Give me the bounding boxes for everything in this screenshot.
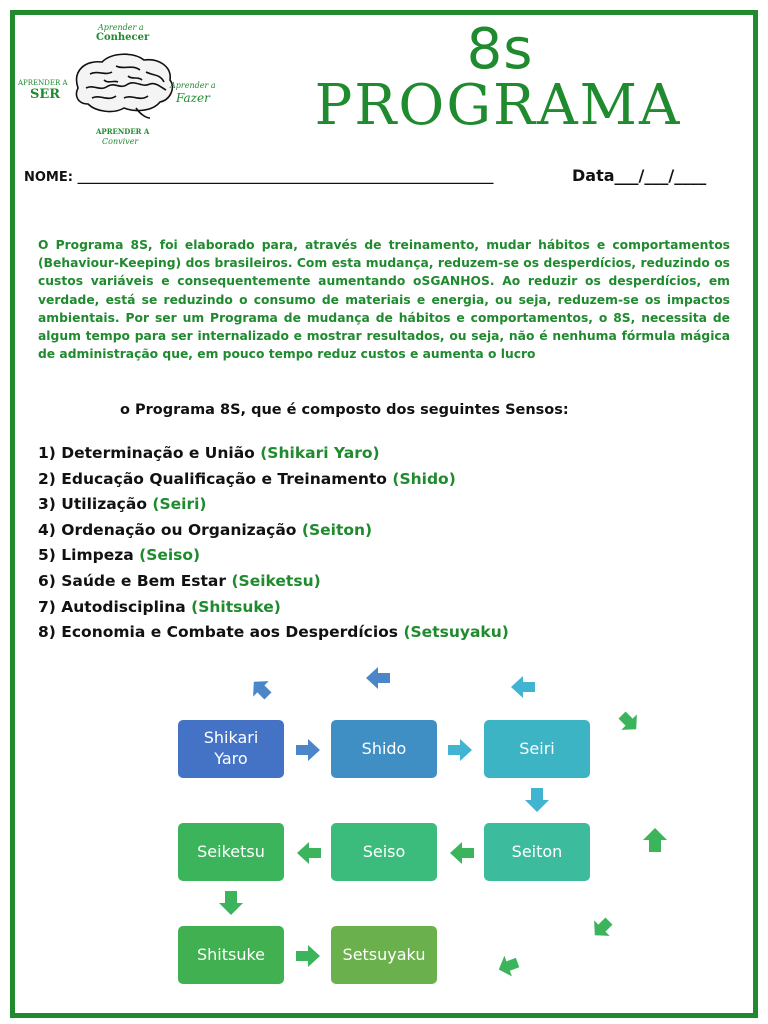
cycle-arrow-icon <box>498 952 524 978</box>
logo-bottom-small: APRENDER A <box>96 127 150 136</box>
senso-japanese: (Seiton) <box>301 520 373 539</box>
logo-left-big: SER <box>30 87 61 102</box>
intro-paragraph: O Programa 8S, foi elaborado para, através de treinamento, mudar hábitos e comportamentos (Behaviour-Keeping) dos brasileiros. Com esta mudança, reduzem-se os desperdícios, reduzindo os custos variáveis e consequentemente aumentando oSGANHOS. Ao reduzir os desperdícios, em verdade, está se reduzindo o consumo de materiais e energia, ou seja, reduzem-se os impactos ambientais. Por ser um Programa de mudança de hábitos e comportamentos, o 8S, necessita de algum tempo para ser internalizado e mostrar resultados, ou seja, não é nenhuma fórmula mágica de administração que, em pouco tempo reduz custos e aumenta o lucro <box>38 238 730 362</box>
logo-right-big: Fazer <box>176 91 210 105</box>
senso-item <box>38 569 738 595</box>
arrow-left-icon <box>450 842 474 864</box>
senso-japanese: (Shikari Yaro) <box>260 444 380 462</box>
logo-left-small: APRENDER A <box>18 79 68 87</box>
senso-name: 1) Determinação e União <box>38 444 255 462</box>
senso-name: 3) Utilização <box>38 495 147 514</box>
cycle-arrow-icon <box>591 913 617 939</box>
senso-item <box>38 492 738 518</box>
arrow-right-icon <box>448 739 472 761</box>
title-number: 8s <box>466 17 534 82</box>
box-seiketsu: Seiketsu <box>178 823 284 881</box>
logo-right-small: Aprender a <box>170 81 216 90</box>
arrow-down-icon <box>219 891 243 915</box>
senso-item <box>38 595 738 621</box>
senso-name: 2) Educação Qualificação e Treinamento <box>38 469 387 488</box>
cycle-arrow-icon <box>250 678 276 704</box>
senso-japanese: (Seiri) <box>152 495 207 514</box>
date-field: Data___/___/____ <box>572 166 707 185</box>
arrow-right-icon <box>296 739 320 761</box>
arrow-down-icon <box>525 788 549 812</box>
senso-item <box>38 620 738 646</box>
senso-name: 4) Ordenação ou Organização <box>38 520 297 539</box>
senso-japanese: (Seiketsu) <box>231 571 321 590</box>
senso-name: 6) Saúde e Bem Estar <box>38 571 227 590</box>
senso-item <box>38 518 738 544</box>
logo <box>16 22 226 154</box>
cycle-arrow-icon <box>643 828 667 852</box>
box-shikari-yaro: Shikari Yaro <box>178 720 284 778</box>
senso-name: 7) Autodisciplina <box>38 597 186 616</box>
box-setsuyaku: Setsuyaku <box>331 926 437 984</box>
list-heading: o Programa 8S, que é composto dos seguintes Sensos: <box>120 402 569 418</box>
senso-japanese: (Setsuyaku) <box>403 623 509 642</box>
senso-name: 5) Limpeza <box>38 546 134 565</box>
logo-top-big: Conhecer <box>96 32 150 43</box>
arrow-right-icon <box>296 945 320 967</box>
cycle-arrow-icon <box>511 676 537 698</box>
name-field: NOME: ________________________________________________________________ <box>24 170 494 185</box>
box-shitsuke: Shitsuke <box>178 926 284 984</box>
arrow-left-icon <box>297 842 321 864</box>
senso-japanese: (Seiso) <box>139 546 201 565</box>
box-seiso: Seiso <box>331 823 437 881</box>
senso-item <box>38 543 738 569</box>
box-seiri: Seiri <box>484 720 590 778</box>
cycle-arrow-icon <box>366 667 392 689</box>
title-word: PROGRAMA <box>314 73 682 138</box>
senso-japanese: (Shitsuke) <box>191 597 281 616</box>
senso-item <box>38 441 738 467</box>
box-seiton: Seiton <box>484 823 590 881</box>
senso-item <box>38 467 738 493</box>
logo-top-small: Aprender a <box>98 23 144 32</box>
cycle-arrow-icon <box>614 707 640 733</box>
sensos-list <box>38 441 738 646</box>
senso-japanese: (Shido) <box>392 469 456 488</box>
senso-name: 8) Economia e Combate aos Desperdícios <box>38 623 399 642</box>
logo-bottom-big: Conviver <box>102 137 139 146</box>
box-shido: Shido <box>331 720 437 778</box>
